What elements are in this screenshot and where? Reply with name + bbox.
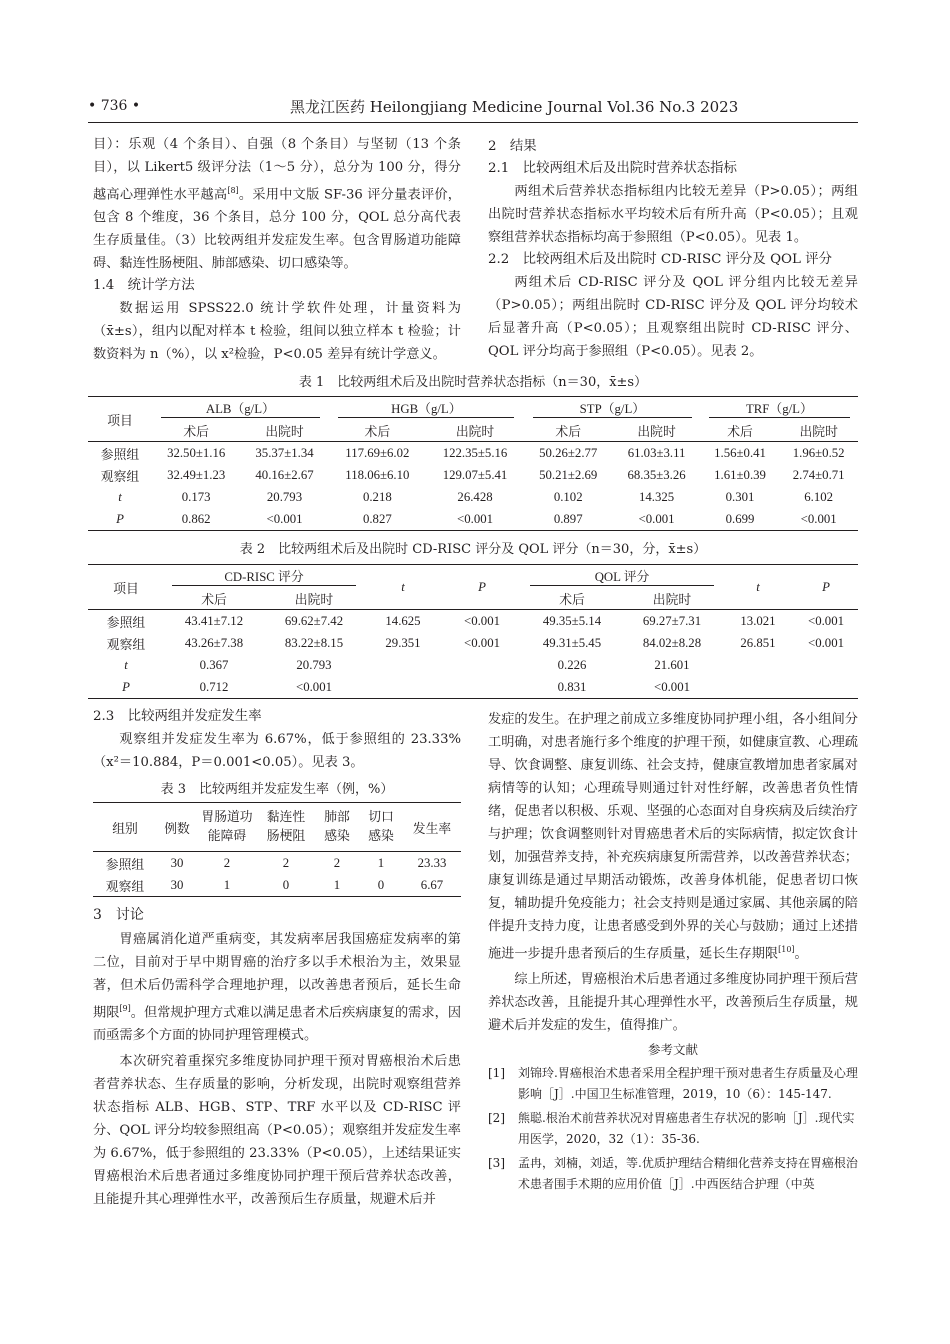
cell: 0 bbox=[282, 877, 290, 892]
references-title: 参考文献 bbox=[647, 1042, 698, 1058]
table2-row bbox=[88, 676, 858, 699]
table1-row bbox=[88, 464, 858, 486]
cell: 122.35±5.16 bbox=[442, 445, 508, 460]
cell: 13.021 bbox=[740, 613, 776, 628]
table1-row bbox=[88, 442, 858, 465]
cell bbox=[794, 676, 858, 699]
cell: 6.67 bbox=[420, 877, 444, 892]
cell: 43.26±7.38 bbox=[184, 635, 244, 650]
table1-sub: 术后 bbox=[183, 424, 209, 439]
cell: 0.173 bbox=[181, 489, 211, 504]
row-label: P bbox=[116, 511, 124, 526]
cell bbox=[794, 654, 858, 676]
cell: <0.001 bbox=[807, 613, 844, 628]
running-header: 黑龙江医药 Heilongjiang Medicine Journal Vol.36 No.3 2023 bbox=[290, 98, 739, 116]
reference-text: 孟冉，刘楠，刘适，等.优质护理结合精细化营养支持在胃癌根治术患者围手术期的应用价值［J］.中西医结合护理（中英 bbox=[518, 1156, 858, 1192]
cell: 0.367 bbox=[199, 657, 229, 672]
cell: 0.897 bbox=[553, 511, 583, 526]
table2-group-cd-risc: CD-RISC 评分 bbox=[172, 566, 356, 586]
reference-number: [1] bbox=[488, 1066, 505, 1081]
results-2-1-paragraph: 两组术后营养状态指标组内比较无差异（P>0.05）；两组出院时营养状态指标水平均较术后有所升高（P<0.05）；且观察组营养状态指标均高于参照组（P<0.05）。见表 1。 bbox=[488, 184, 858, 245]
cell: 0.218 bbox=[362, 489, 392, 504]
cell: 0.827 bbox=[362, 511, 392, 526]
table3-header-group: 组别 bbox=[112, 821, 138, 836]
cell: <0.001 bbox=[463, 613, 500, 628]
cell: 21.601 bbox=[654, 657, 690, 672]
section-1-4-heading: 1.4 统计学方法 bbox=[93, 278, 195, 294]
cell bbox=[722, 654, 794, 676]
row-label: t bbox=[118, 489, 122, 504]
cell: 1 bbox=[223, 877, 231, 892]
cell bbox=[364, 676, 442, 699]
table2-sub: 出院时 bbox=[652, 592, 692, 607]
results-2-2-paragraph: 两组术后 CD-RISC 评分及 QOL 评分组内比较无差异（P>0.05）；两组出院时 CD-RISC 评分及 QOL 评分均较术后显著升高（P<0.05）；且观察组出院时 CD-RISC 评分、QOL 评分均高于参照组（P<0.05）。见表 2。 bbox=[488, 275, 858, 359]
section-2-3-heading: 2.3 比较两组并发症发生率 bbox=[93, 709, 262, 724]
cell: 49.35±5.14 bbox=[542, 613, 602, 628]
table1-row bbox=[88, 508, 858, 531]
table3-row bbox=[93, 852, 461, 875]
cell: <0.001 bbox=[638, 511, 675, 526]
page-number: • 736 • bbox=[88, 98, 141, 114]
row-label: t bbox=[124, 657, 128, 672]
table3-caption: 表 3 比较两组并发症发生率（例，%） bbox=[160, 782, 394, 797]
table2-header-t2: t bbox=[722, 565, 794, 610]
cell: 2.74±0.71 bbox=[792, 467, 845, 482]
reference-number: [3] bbox=[488, 1156, 505, 1171]
table2-row bbox=[88, 610, 858, 633]
table3-header-obstruction: 黏连性肠梗阻 bbox=[266, 810, 306, 843]
row-label: 参照组 bbox=[100, 447, 140, 462]
cell: 26.428 bbox=[457, 489, 493, 504]
cell: 35.37±1.34 bbox=[255, 445, 314, 460]
cell: 参照组 bbox=[105, 857, 145, 872]
cell: 117.69±6.02 bbox=[345, 445, 410, 460]
table2-header-p2: P bbox=[794, 565, 858, 610]
row-label: 参照组 bbox=[106, 615, 146, 630]
cell bbox=[442, 676, 522, 699]
cell: <0.001 bbox=[800, 511, 837, 526]
table3-header-incision: 切口感染 bbox=[368, 810, 394, 843]
table1-sub: 出院时 bbox=[799, 424, 838, 439]
cell: 50.21±2.69 bbox=[539, 467, 598, 482]
cell: 2 bbox=[223, 855, 231, 870]
cell: 26.851 bbox=[740, 635, 776, 650]
cell: 0.712 bbox=[199, 679, 229, 694]
section-3-heading: 3 讨论 bbox=[93, 907, 144, 923]
row-label: 观察组 bbox=[106, 637, 146, 652]
cell: 32.49±1.23 bbox=[167, 467, 226, 482]
cell: 0.226 bbox=[557, 657, 587, 672]
left-column-top bbox=[93, 133, 461, 366]
header-rule bbox=[88, 122, 858, 123]
table1 bbox=[88, 396, 858, 531]
reference-text: 熊聪.根治术前营养状况对胃癌患者生存状况的影响［J］.现代实用医学，2020，32（1）：35-36. bbox=[518, 1111, 855, 1147]
reference-item bbox=[488, 1063, 858, 1105]
cell: 0.862 bbox=[181, 511, 211, 526]
table2-group-qol: QOL 评分 bbox=[530, 566, 714, 586]
cell: <0.001 bbox=[653, 679, 690, 694]
table2-row bbox=[88, 654, 858, 676]
cell: <0.001 bbox=[457, 511, 494, 526]
cell: <0.001 bbox=[463, 635, 500, 650]
table1-group-trf: TRF（g/L） bbox=[709, 398, 851, 418]
right-column-bottom bbox=[488, 708, 858, 1195]
left-column-mid bbox=[93, 706, 461, 774]
table1-group-hgb: HGB（g/L） bbox=[338, 398, 514, 418]
table2-row bbox=[88, 632, 858, 654]
table3-header-rate: 发生率 bbox=[412, 821, 452, 836]
cell: 1 bbox=[333, 877, 341, 892]
cell: 6.102 bbox=[804, 489, 834, 504]
cell: 20.793 bbox=[266, 489, 303, 504]
discussion-paragraph-3: 发症的发生。在护理之前成立多维度协同护理小组，各小组间分工明确，对患者施行多个维度的护理干预，如健康宣教、心理疏导、饮食调整、康复训练、社会支持，健康宣教增加患者家属对病情等的认知；心理疏导则通过针对性纾解，改善患者负性情绪，促患者以积极、乐观、坚强的心态面对自身疾病及后续治疗与护理；饮食调整则针对胃癌患者术后的实际病情，拟定饮食计划，加强营养支持，补充疾病康复所需营养，以改善营养状态；康复训练是通过早期活动锻炼，改善身体机能，促患者切口恢复，辅助提升免疫能力；社会支持则是通过家属、其他亲属的陪伴提升支持力度，让患者感受到外界的关心与鼓励；通过上述措施进一步提升患者预后的生存质量，延长生存期限[10]。 bbox=[488, 712, 858, 962]
cell: 0.301 bbox=[725, 489, 755, 504]
cell: 129.07±5.41 bbox=[442, 467, 508, 482]
cell: 观察组 bbox=[105, 879, 145, 894]
cell: 83.22±8.15 bbox=[284, 635, 344, 650]
row-label: P bbox=[122, 679, 130, 694]
table1-sub: 术后 bbox=[727, 424, 753, 439]
cell: 2 bbox=[333, 855, 341, 870]
row-label: 观察组 bbox=[100, 469, 140, 484]
cell: 14.625 bbox=[385, 613, 421, 628]
cell: 1.61±0.39 bbox=[714, 467, 766, 482]
table3-header-count: 例数 bbox=[164, 821, 190, 836]
cell: 29.351 bbox=[385, 635, 421, 650]
table2-sub: 术后 bbox=[559, 592, 585, 607]
table1-caption: 表 1 比较两组术后及出院时营养状态指标（n＝30，x̄±s） bbox=[298, 375, 648, 390]
table3 bbox=[93, 802, 461, 897]
table2-sub: 术后 bbox=[201, 592, 227, 607]
cell: 32.50±1.16 bbox=[167, 445, 226, 460]
cell: 61.03±3.11 bbox=[627, 445, 686, 460]
section-2-2-heading: 2.2 比较两组术后及出院时 CD-RISC 评分及 QOL 评分 bbox=[488, 252, 832, 267]
statistics-paragraph: 数据运用 SPSS22.0 统计学软件处理，计量资料为（x̄±s），组内以配对样本 t 检验，组间以独立样本 t 检验；计数资料为 n（%），以 x²检验，P<0.05 差异有统计学意义。 bbox=[93, 301, 461, 363]
cell: <0.001 bbox=[295, 679, 332, 694]
cell: 1 bbox=[377, 855, 385, 870]
cell: <0.001 bbox=[266, 511, 303, 526]
cell: 69.62±7.42 bbox=[284, 613, 344, 628]
conclusion-paragraph: 综上所述，胃癌根治术后患者通过多维度协同护理干预后营养状态改善，且能提升其心理弹性水平，改善预后生存质量，规避术后并发症的发生，值得推广。 bbox=[488, 972, 858, 1034]
discussion-paragraph-2: 本次研究着重探究多维度协同护理干预对胃癌根治术后患者营养状态、生存质量的影响，分析发现，出院时观察组营养状态指标 ALB、HGB、STP、TRF 水平以及 CD-RISC 评分、QOL 评分均较参照组高（P<0.05）；观察组并发症发生率为 6.67%，低于参照组的 23.33%（P<0.05），上述结果证实胃癌根治术后患者通过多维度协同护理干预后营养状态改善，且能提升其心理弹性水平，改善预后生存质量，规避术后并 bbox=[93, 1054, 461, 1208]
cell: 0.831 bbox=[557, 679, 587, 694]
table2-header-p: P bbox=[442, 565, 522, 610]
table3-row bbox=[93, 874, 461, 897]
reference-number: [2] bbox=[488, 1111, 505, 1126]
table1-group-alb: ALB（g/L） bbox=[161, 398, 320, 418]
cell: 1.96±0.52 bbox=[792, 445, 845, 460]
cell: 0 bbox=[377, 877, 385, 892]
reference-item bbox=[488, 1153, 858, 1195]
cell: 14.325 bbox=[638, 489, 675, 504]
table2-header-item: 项目 bbox=[88, 565, 164, 610]
cell: 20.793 bbox=[296, 657, 332, 672]
section-2-heading: 2 结果 bbox=[488, 139, 537, 154]
table3-header-lung: 肺部感染 bbox=[324, 810, 350, 843]
table2-header-t: t bbox=[364, 565, 442, 610]
table2-caption: 表 2 比较两组术后及出院时 CD-RISC 评分及 QOL 评分（n＝30，分，x̄±s） bbox=[239, 542, 707, 557]
cell: 50.26±2.77 bbox=[539, 445, 598, 460]
table1-sub: 术后 bbox=[555, 424, 582, 439]
cell bbox=[722, 676, 794, 699]
methods-paragraph: 目）：乐观（4 个条目）、自强（8 个条目）与坚韧（13 个条目），以 Likert5 级评分法（1～5 分），总分为 100 分，得分越高心理弹性水平越高[8]。采用中文版 SF-36 评分量表评价，包含 8 个维度，36 个条目，总分 100 分，QOL 总分高代表生存质量佳。（3）比较两组并发症发生率。包含胃肠道功能障碍、黏连性肠梗阻、肺部感染、切口感染等。 bbox=[93, 137, 461, 272]
table1-group-stp: STP（g/L） bbox=[533, 398, 692, 418]
cell bbox=[442, 654, 522, 676]
cell: 69.27±7.31 bbox=[642, 613, 702, 628]
cell: 23.33 bbox=[417, 855, 447, 870]
cell: 43.41±7.12 bbox=[184, 613, 244, 628]
reference-list bbox=[488, 1063, 858, 1195]
cell: 1.56±0.41 bbox=[714, 445, 766, 460]
reference-text: 刘锦玲.胃癌根治术患者采用全程护理干预对患者生存质量及心理影响［J］.中国卫生标准管理，2019，10（6）：145-147. bbox=[518, 1066, 858, 1102]
cell: 118.06±6.10 bbox=[345, 467, 410, 482]
table1-sub: 出院时 bbox=[265, 424, 304, 439]
table2 bbox=[88, 564, 858, 699]
cell: 68.35±3.26 bbox=[627, 467, 686, 482]
cell: 0.102 bbox=[553, 489, 583, 504]
cell: 0.699 bbox=[725, 511, 755, 526]
table1-sub: 出院时 bbox=[455, 424, 495, 439]
left-column-bottom bbox=[93, 904, 461, 1211]
cell: 40.16±2.67 bbox=[255, 467, 314, 482]
cell: 84.02±8.28 bbox=[642, 635, 702, 650]
table3-header-gi: 胃肠道功能障碍 bbox=[201, 810, 253, 843]
table2-sub: 出院时 bbox=[294, 592, 334, 607]
cell: 30 bbox=[170, 855, 184, 870]
results-2-3-paragraph: 观察组并发症发生率为 6.67%，低于参照组的 23.33%（x²＝10.884，P＝0.001<0.05）。见表 3。 bbox=[93, 732, 461, 770]
table1-sub: 术后 bbox=[364, 424, 391, 439]
cell bbox=[364, 654, 442, 676]
cell: <0.001 bbox=[807, 635, 844, 650]
section-2-1-heading: 2.1 比较两组术后及出院时营养状态指标 bbox=[488, 161, 737, 176]
discussion-paragraph-1: 胃癌属消化道严重病变，其发病率居我国癌症发病率的第二位，目前对于早中期胃癌的治疗多以手术根治为主，效果显著，但术后仍需科学合理地护理，以改善患者预后，延长生命期限[9]。但常规护理方式难以满足患者术后疾病康复的需求，因而亟需多个方面的协同护理管理模式。 bbox=[93, 932, 462, 1044]
reference-item bbox=[488, 1108, 858, 1150]
table1-sub: 出院时 bbox=[637, 424, 676, 439]
cell: 49.31±5.45 bbox=[542, 635, 602, 650]
cell: 2 bbox=[282, 855, 290, 870]
right-column-top bbox=[488, 136, 858, 363]
cell: 30 bbox=[170, 877, 184, 892]
table1-header-item: 项目 bbox=[88, 397, 152, 442]
table1-row bbox=[88, 486, 858, 508]
